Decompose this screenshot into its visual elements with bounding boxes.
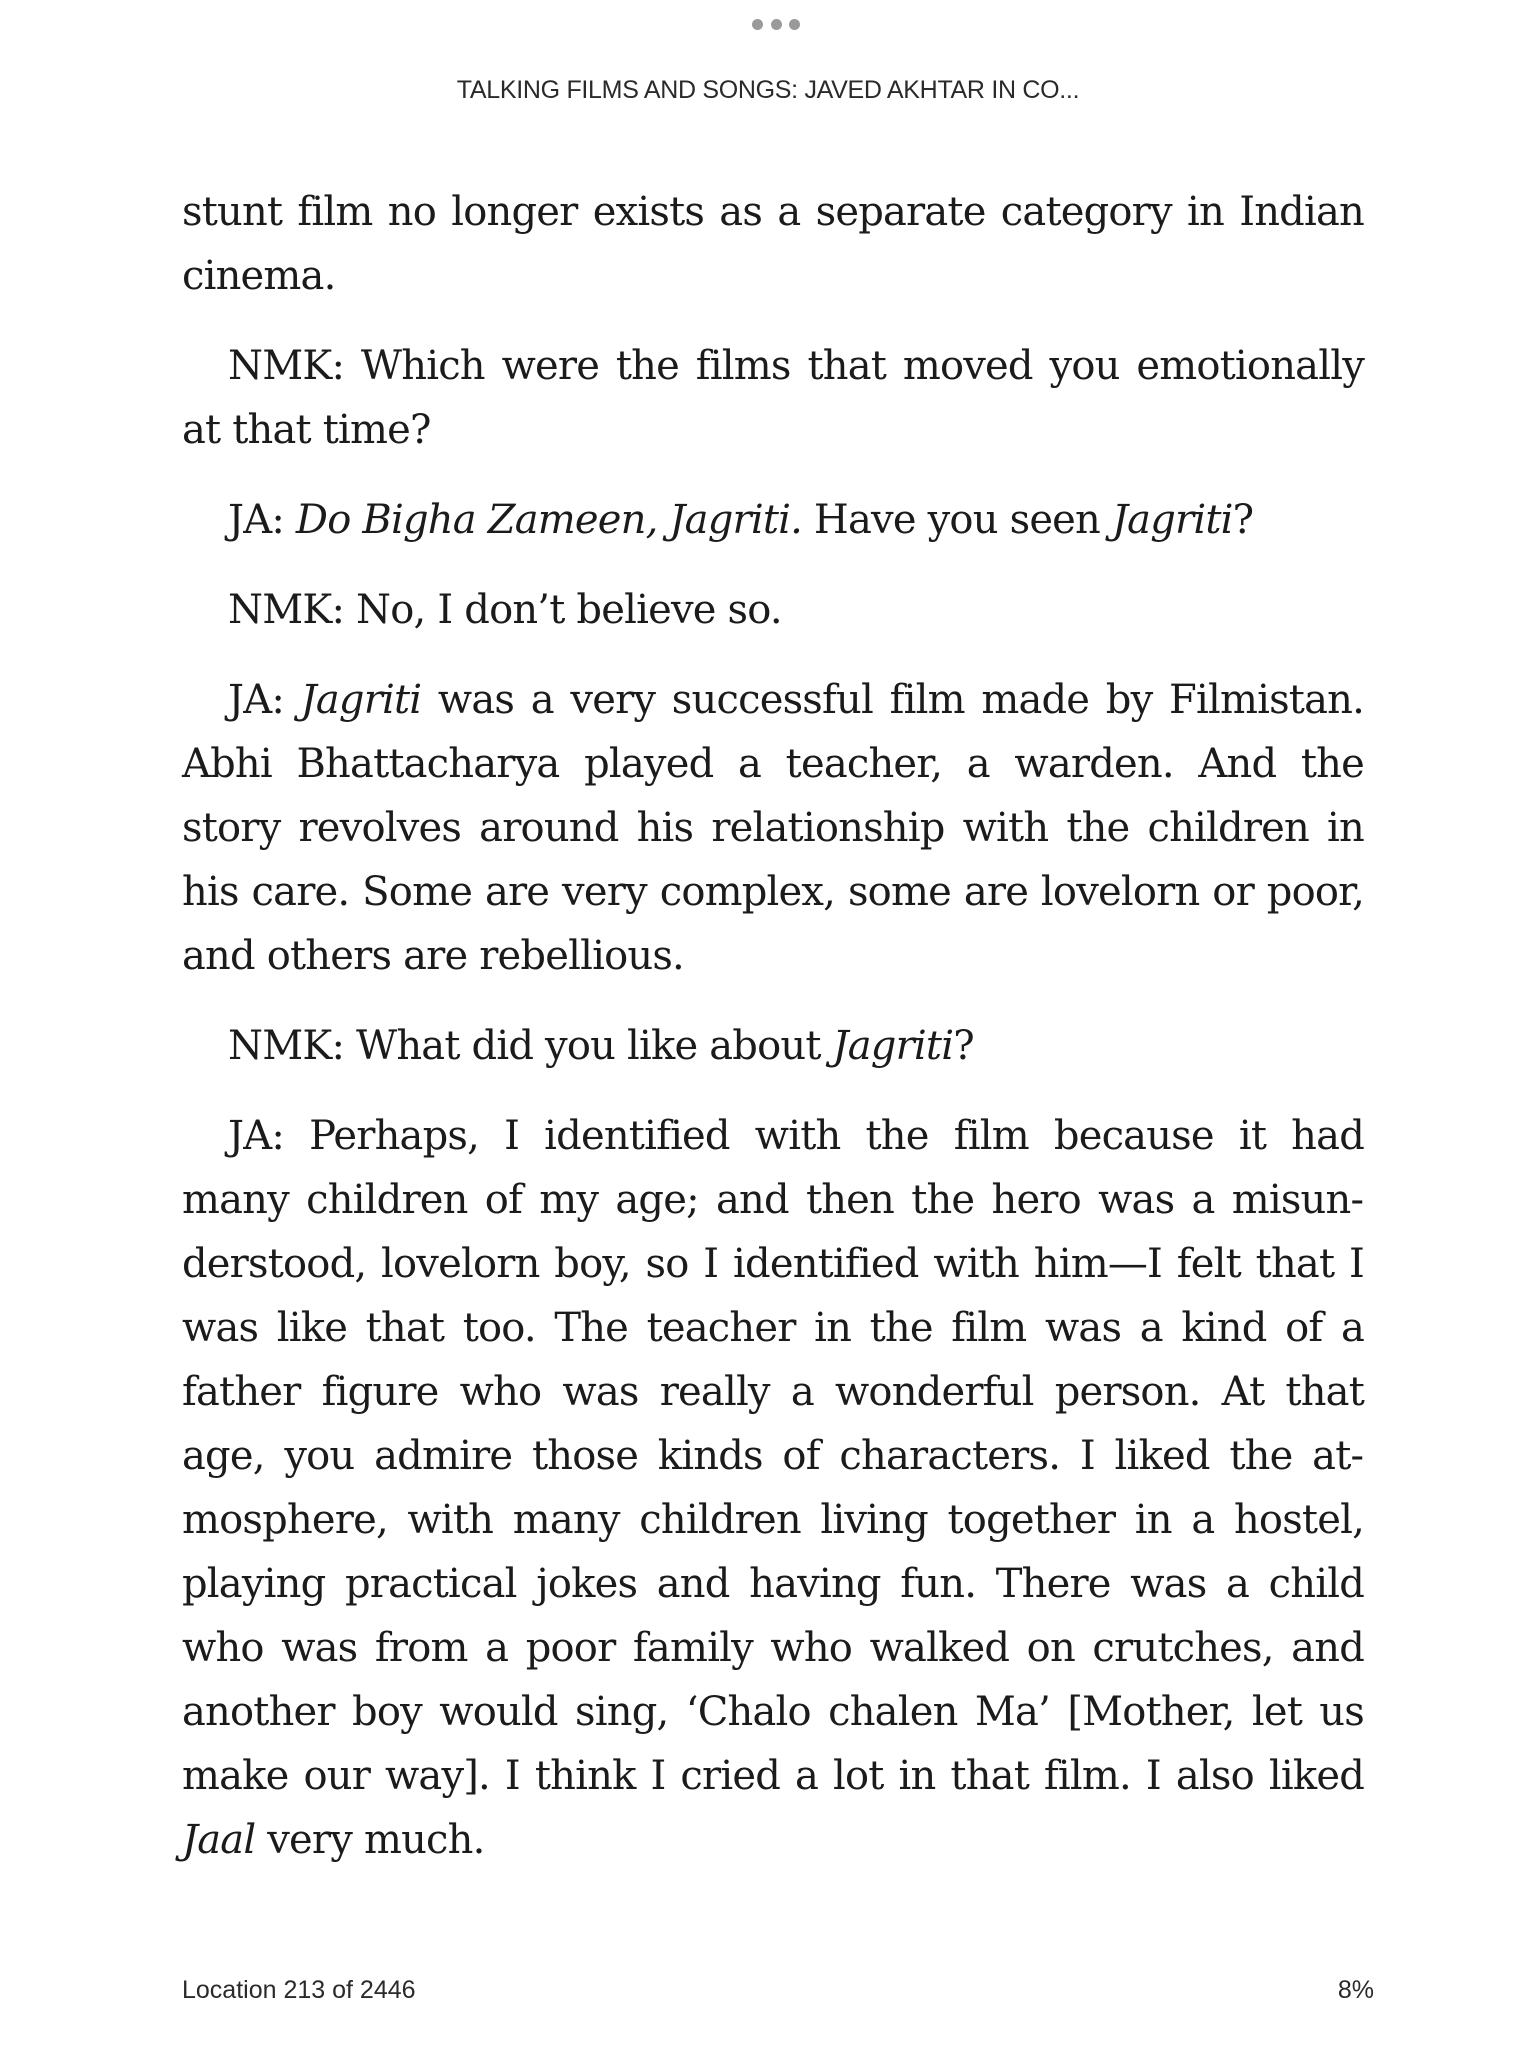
paragraph-text: ?: [1232, 497, 1254, 543]
paragraph-text: Have you seen: [802, 497, 1112, 543]
paragraph: [182, 180, 1364, 308]
speaker-prefix: JA:: [228, 677, 301, 723]
more-options-icon[interactable]: [752, 17, 800, 31]
film-title: Do Bigha Zameen, Jagriti.: [295, 497, 802, 543]
paragraph-text: NMK: Which were the films that moved you emotionally at that time?: [182, 343, 1364, 453]
paragraph-text: was a very successful film made by Filmistan. Abhi Bhattacharya played a teacher, a warden. And the story revolves around his relationship with the children in his care. Some are very complex, some are lovelorn or poor, and others are rebellious.: [182, 677, 1364, 979]
film-title: Jagriti: [832, 1023, 954, 1069]
paragraph-text: JA: Perhaps, I identified with the film because it had many children of my age; and then the hero was a misunderstood, lovelorn boy, so I identified with him—I felt that I was like that too. The teacher in the film was a kind of a father figure who was really a wonderful person. At that age, you admire those kinds of characters. I liked the atmosphere, with many children living together in a hostel, playing practical jokes and having fun. There was a child who was from a poor family who walked on crutches, and another boy would sing, ‘Chalo chalen Ma’ [Mother, let us make our way]. I think I cried a lot in that film. I also liked: [182, 1113, 1364, 1799]
paragraph-text: NMK: No, I don’t believe so.: [228, 587, 782, 633]
dot: [771, 19, 782, 30]
paragraph: [182, 488, 1364, 552]
paragraph: [182, 578, 1364, 642]
paragraph-text: NMK: What did you like about: [228, 1023, 833, 1069]
film-title: Jagriti: [300, 677, 422, 723]
film-title: Jagriti: [1111, 497, 1233, 543]
paragraph: [182, 668, 1364, 988]
paragraph: [182, 334, 1364, 462]
progress-percent[interactable]: 8%: [1337, 1976, 1374, 2004]
book-title: TALKING FILMS AND SONGS: JAVED AKHTAR IN CO...: [456, 76, 1080, 104]
paragraph: [182, 1104, 1364, 1872]
dot: [789, 19, 800, 30]
location-indicator[interactable]: Location 213 of 2446: [182, 1976, 416, 2004]
paragraph-text: stunt film no longer exists as a separate category in Indian cinema.: [182, 189, 1364, 299]
page-content: [182, 180, 1364, 1898]
paragraph: [182, 1014, 1364, 1078]
paragraph-text: ?: [953, 1023, 974, 1069]
dot: [752, 19, 763, 30]
speaker-prefix: JA:: [228, 497, 296, 543]
film-title: Jaal: [182, 1817, 256, 1863]
paragraph-text: very much.: [255, 1817, 485, 1863]
